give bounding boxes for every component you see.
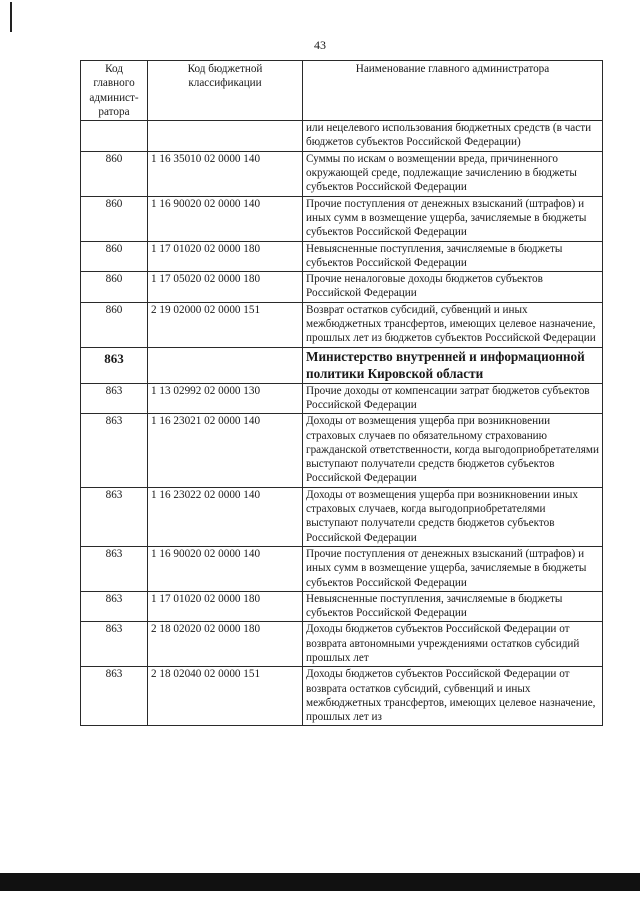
- admin-code-cell: 863: [81, 591, 148, 622]
- table-body: [81, 121, 603, 726]
- admin-code-cell: 863: [81, 487, 148, 546]
- admin-name-cell: Возврат остатков субсидий, субвенций и иных межбюджетных трансфертов, имеющих целевое назначение, прошлых лет из бюджетов субъектов Российской Федерации: [303, 302, 603, 347]
- table-row: [81, 272, 603, 303]
- table-row: [81, 151, 603, 196]
- table-row: [81, 196, 603, 241]
- budget-code-cell: 1 16 23021 02 0000 140: [148, 414, 303, 487]
- admin-name-cell: Министерство внутренней и информационной политики Кировской области: [303, 347, 603, 383]
- budget-code-cell: 2 18 02020 02 0000 180: [148, 622, 303, 667]
- admin-code-cell: 863: [81, 667, 148, 726]
- budget-code-cell: [148, 121, 303, 152]
- table-row: [81, 414, 603, 487]
- table-row: [81, 383, 603, 414]
- budget-code-cell: 1 16 23022 02 0000 140: [148, 487, 303, 546]
- admin-name-cell: или нецелевого использования бюджетных средств (в части бюджетов субъектов Российской Федерации): [303, 121, 603, 152]
- header-admin-name: Наименование главного администратора: [303, 61, 603, 121]
- budget-code-cell: 1 16 90020 02 0000 140: [148, 546, 303, 591]
- admin-code-cell: 863: [81, 622, 148, 667]
- admin-name-cell: Прочие поступления от денежных взысканий (штрафов) и иных сумм в возмещение ущерба, зачисляемые в бюджеты субъектов Российской Федерации: [303, 546, 603, 591]
- admin-code-cell: 860: [81, 196, 148, 241]
- header-admin-code: Код главного админист-ратора: [81, 61, 148, 121]
- admin-name-cell: Доходы от возмещения ущерба при возникновении иных страховых случаев, когда выгодоприобретателями выступают получатели средств бюджетов субъектов Российской Федерации: [303, 487, 603, 546]
- budget-code-cell: 1 16 35010 02 0000 140: [148, 151, 303, 196]
- admin-name-cell: Прочие доходы от компенсации затрат бюджетов субъектов Российской Федерации: [303, 383, 603, 414]
- budget-code-cell: 1 17 01020 02 0000 180: [148, 591, 303, 622]
- admin-name-cell: Невыясненные поступления, зачисляемые в бюджеты субъектов Российской Федерации: [303, 241, 603, 272]
- admin-name-cell: Суммы по искам о возмещении вреда, причиненного окружающей среде, подлежащие зачислению в бюджеты субъектов Российской Федерации: [303, 151, 603, 196]
- table-row: [81, 591, 603, 622]
- admin-code-cell: 863: [81, 347, 148, 383]
- budget-code-cell: 1 17 05020 02 0000 180: [148, 272, 303, 303]
- admin-code-cell: 860: [81, 151, 148, 196]
- admin-code-cell: 860: [81, 302, 148, 347]
- admin-name-cell: Доходы бюджетов субъектов Российской Федерации от возврата остатков субсидий, субвенций и иных межбюджетных трансфертов, имеющих целевое назначение, прошлых лет из: [303, 667, 603, 726]
- admin-code-cell: 863: [81, 383, 148, 414]
- table-row: [81, 302, 603, 347]
- margin-mark: [10, 2, 12, 32]
- scan-edge-bar: [0, 873, 640, 891]
- budget-code-cell: [148, 347, 303, 383]
- table-row: [81, 121, 603, 152]
- admin-name-cell: Доходы от возмещения ущерба при возникновении страховых случаев по обязательному страхованию гражданской ответственности, когда выгодоприобретателями выступают получатели средств бюджетов субъектов Российской Федерации: [303, 414, 603, 487]
- admin-code-cell: 860: [81, 272, 148, 303]
- table-row: [81, 667, 603, 726]
- table-row: [81, 622, 603, 667]
- header-budget-code: Код бюджетной классификации: [148, 61, 303, 121]
- table-header-row: [81, 61, 603, 121]
- admin-name-cell: Доходы бюджетов субъектов Российской Федерации от возврата автономными учреждениями остатков субсидий прошлых лет: [303, 622, 603, 667]
- budget-code-cell: 2 18 02040 02 0000 151: [148, 667, 303, 726]
- budget-code-cell: 1 13 02992 02 0000 130: [148, 383, 303, 414]
- admin-code-cell: 860: [81, 241, 148, 272]
- admin-name-cell: Невыясненные поступления, зачисляемые в бюджеты субъектов Российской Федерации: [303, 591, 603, 622]
- table-row: [81, 487, 603, 546]
- admin-code-cell: 863: [81, 546, 148, 591]
- admin-name-cell: Прочие неналоговые доходы бюджетов субъектов Российской Федерации: [303, 272, 603, 303]
- page-number: 43: [314, 38, 326, 52]
- administrator-header-row: [81, 347, 603, 383]
- revenue-administrators-table: [80, 60, 603, 726]
- admin-name-cell: Прочие поступления от денежных взысканий (штрафов) и иных сумм в возмещение ущерба, зачисляемые в бюджеты субъектов Российской Федерации: [303, 196, 603, 241]
- budget-code-cell: 1 16 90020 02 0000 140: [148, 196, 303, 241]
- admin-code-cell: [81, 121, 148, 152]
- admin-code-cell: 863: [81, 414, 148, 487]
- table-row: [81, 241, 603, 272]
- table-row: [81, 546, 603, 591]
- budget-code-cell: 2 19 02000 02 0000 151: [148, 302, 303, 347]
- budget-code-cell: 1 17 01020 02 0000 180: [148, 241, 303, 272]
